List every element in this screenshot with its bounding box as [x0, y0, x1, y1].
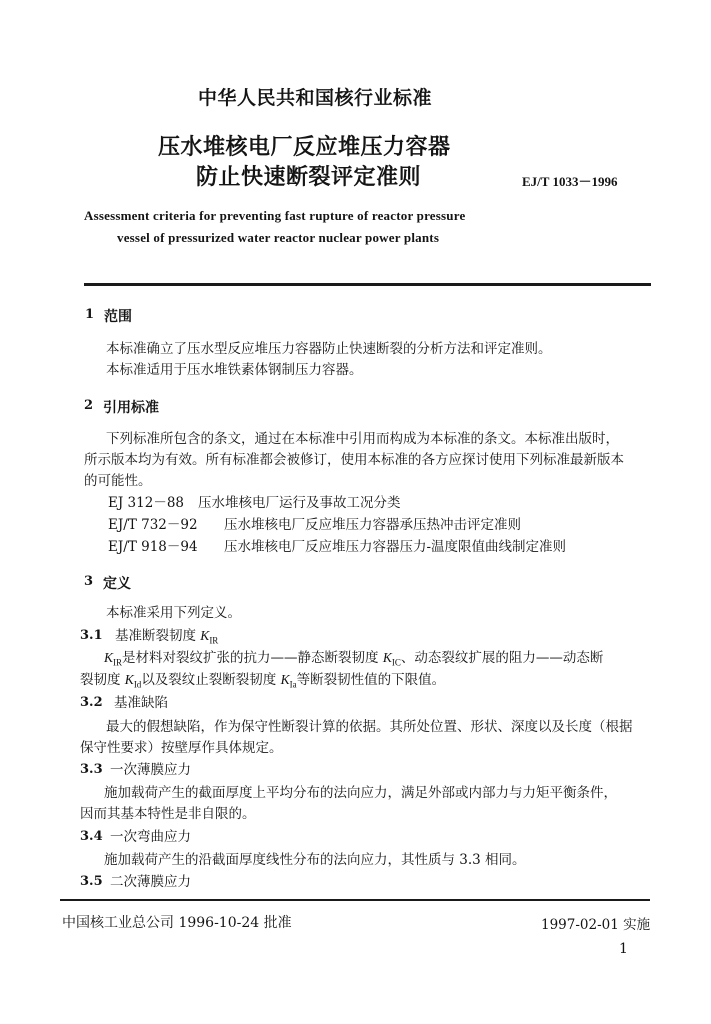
approval-line: 中国核工业总公司 1996-10-24 批准	[62, 915, 292, 931]
def-3-2-number: 3.2	[80, 695, 103, 710]
ref-1-title: 压水堆核电厂运行及事故工况分类	[198, 495, 401, 511]
page-number: 1	[619, 941, 628, 957]
section-3-number: 3	[84, 574, 94, 589]
def-3-1-line-2: 裂韧度 $K_{Id}$以及裂纹止裂断裂韧度 $K_{Ia}$等断裂韧性值的下限值。	[80, 672, 446, 690]
title-line-1: 压水堆核电厂反应堆压力容器	[158, 135, 451, 160]
k-ir-symbol-inline: $K_{IR}$	[104, 650, 123, 668]
k-ic-symbol: $K_{IC}$	[382, 650, 401, 668]
title-line-2: 防止快速断裂评定准则	[196, 165, 422, 190]
section-3-title: 定义	[103, 576, 131, 592]
def-3-1-number: 3.1	[80, 628, 103, 643]
def-3-2-title: 基准缺陷	[114, 695, 168, 711]
ref-2-title: 压水堆核电厂反应堆压力容器承压热冲击评定准则	[224, 517, 521, 533]
section-2-para-line-1: 下列标准所包含的条文，通过在本标准中引用而构成为本标准的条文。本标准出版时，	[106, 431, 619, 447]
section-2-para-line-2: 所示版本均为有效。所有标准都会被修订，使用本标准的各方应探讨使用下列标准最新版本	[84, 452, 624, 468]
effective-date: 1997-02-01 实施	[541, 917, 651, 933]
def-3-5-title: 二次薄膜应力	[110, 874, 191, 890]
standard-number: EJ/T 1033－1996	[522, 174, 618, 189]
english-title-line-2: vessel of pressurized water reactor nuclear power plants	[117, 230, 440, 245]
footer-rule	[60, 899, 650, 901]
def-3-3-number: 3.3	[80, 762, 103, 777]
def-3-2-line-2: 保守性要求）按壁厚作具体规定。	[80, 740, 283, 756]
section-1-number: 1	[85, 307, 95, 322]
ref-1-code: EJ 312－88	[108, 495, 185, 511]
ref-3-title: 压水堆核电厂反应堆压力容器压力-温度限值曲线制定准则	[224, 539, 567, 555]
def-3-1-line-1: $K_{IR}$是材料对裂纹扩张的抗力——静态断裂韧度 $K_{IC}$、动态裂纹扩展的阻力——动态断	[104, 650, 604, 668]
ref-3-code: EJ/T 918－94	[108, 539, 198, 555]
k-ia-symbol: $K_{Ia}$	[280, 672, 297, 690]
section-1-para-2: 本标准适用于压水堆铁素体钢制压力容器。	[106, 362, 363, 378]
def-3-1-title	[115, 627, 218, 650]
def-3-5-number: 3.5	[80, 874, 103, 889]
k-ir-symbol: $K_{IR}$	[200, 628, 219, 646]
section-1-para-1: 本标准确立了压水型反应堆压力容器防止快速断裂的分析方法和评定准则。	[106, 341, 552, 357]
section-1-title: 范围	[104, 309, 132, 325]
def-3-3-title: 一次薄膜应力	[110, 762, 191, 778]
def-3-3-line-1: 施加载荷产生的截面厚度上平均分布的法向应力，满足外部或内部力与力矩平衡条件，	[104, 785, 617, 801]
def-3-4-number: 3.4	[80, 829, 103, 844]
section-3-intro: 本标准采用下列定义。	[106, 605, 241, 621]
k-id-symbol: $K_{Id}$	[124, 672, 142, 690]
def-3-3-line-2: 因而其基本特性是非自限的。	[80, 806, 256, 822]
ref-2-code: EJ/T 732－92	[108, 517, 198, 533]
def-3-4-line-1: 施加载荷产生的沿截面厚度线性分布的法向应力，其性质与 3.3 相同。	[104, 852, 526, 868]
issuing-body: 中华人民共和国核行业标准	[197, 87, 432, 109]
section-2-para-line-3: 的可能性。	[84, 473, 152, 489]
section-2-number: 2	[84, 398, 94, 413]
header-rule	[84, 283, 651, 286]
section-2-title: 引用标准	[103, 400, 159, 416]
def-3-4-title: 一次弯曲应力	[110, 829, 191, 845]
english-title-line-1: Assessment criteria for preventing fast rupture of reactor pressure	[84, 208, 466, 223]
def-3-2-line-1: 最大的假想缺陷，作为保守性断裂计算的依据。其所处位置、形状、深度以及长度（根据	[106, 719, 633, 735]
def-3-1-title-text: 基准断裂韧度	[115, 628, 196, 644]
